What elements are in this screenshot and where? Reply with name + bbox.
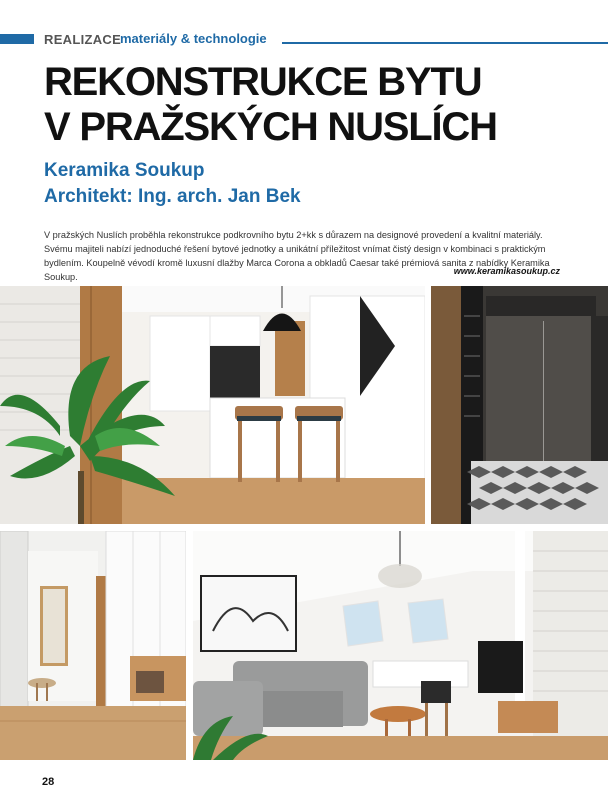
living-room-photo (193, 531, 608, 760)
article-body: V pražských Nuslích proběhla rekonstrukce podkrovního bytu 2+kk s důrazem na designové provedení a kvalitní materiály. Svému majiteli nabízí jednoduché řešení bytové jednotky a unikátní příležitost vnímat čistý design v kombinaci s praktickým bydlením. Koupelně vévodí kromě luxusní dlažby Marca Corona a obkladů Caesar také prémiová sanita z nabídky Keramika Soukup. (44, 230, 550, 282)
section-label: REALIZACE (44, 32, 122, 47)
title-line-1: REKONSTRUKCE BYTU (44, 60, 482, 104)
title-line-2: V PRAŽSKÝCH NUSLÍCH (44, 105, 497, 149)
architect-name: Architekt: Ing. arch. Jan Bek (44, 186, 301, 207)
website-link[interactable]: www.keramikasoukup.cz (453, 266, 560, 276)
kitchen-photo (0, 286, 425, 524)
page-number: 28 (42, 776, 55, 788)
header-rule (282, 42, 608, 44)
section-accent-bar (0, 34, 34, 44)
section-category: materiály & technologie (120, 31, 267, 46)
article-title (44, 60, 604, 150)
company-name: Keramika Soukup (44, 160, 205, 181)
hallway-photo (0, 531, 186, 760)
bathroom-photo (431, 286, 608, 524)
